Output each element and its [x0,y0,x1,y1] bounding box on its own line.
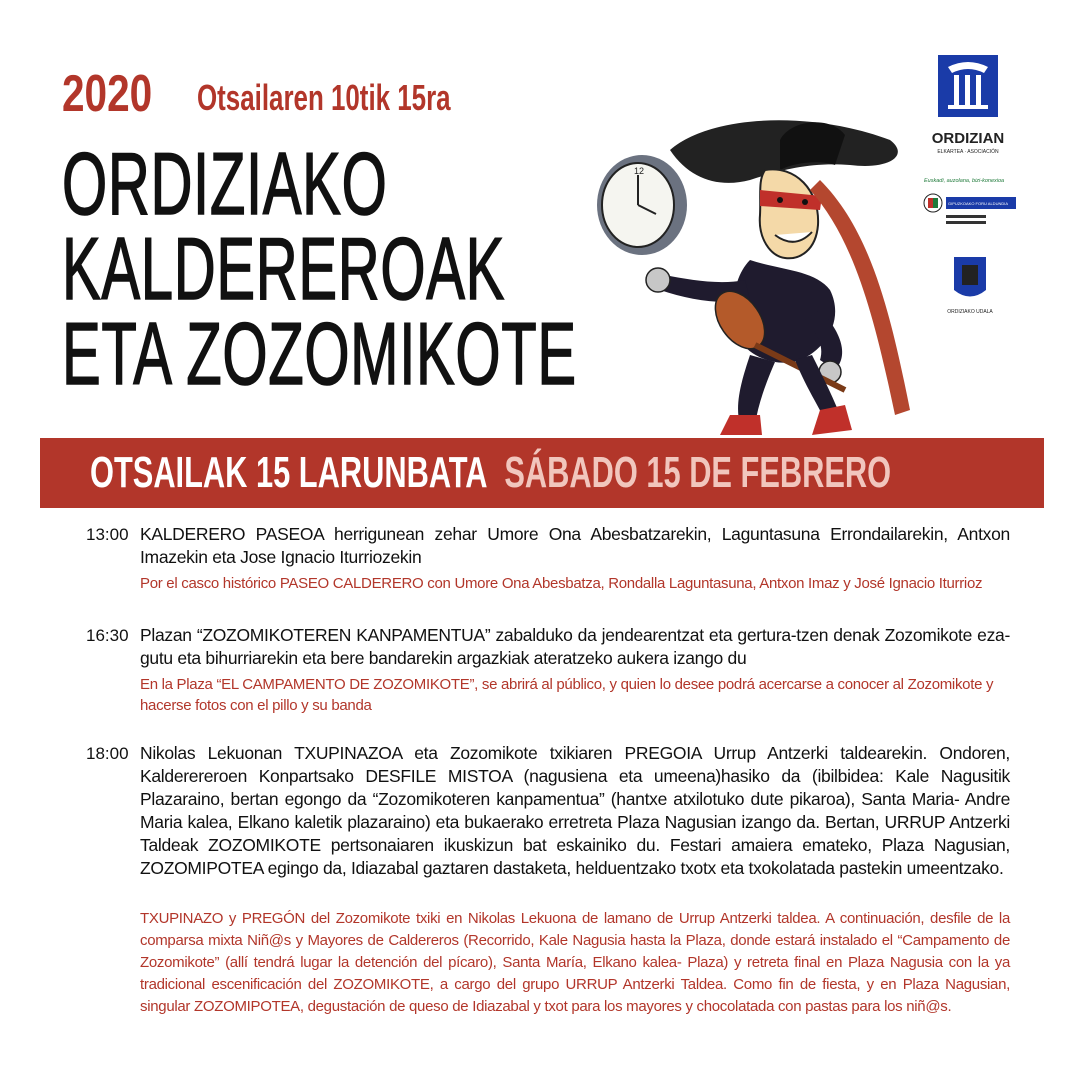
title-line-2: KALDEREROAK [62,219,506,318]
event-time: 16:30 [86,626,129,645]
header-year: 2020 [62,65,153,123]
day-band-es: SÁBADO 15 DE FEBRERO [504,448,892,497]
udala-label: ORDIZIAKO UDALA [947,309,993,315]
ordizian-label: ORDIZIAN [931,130,1005,147]
event-item [86,523,1010,594]
event-eu-text: Nikolas Lekuonan TXUPINAZOA eta Zozomikote txikiaren PREGOIA Urrup Antzerki taldearekin. Ondoren, Kalderereroen Konpartsako DESFILE MISTOA (nagusiena eta umeena)hasiko da (ibilbidea: Kale Nagusitik Plazaraino, bertan egongo da “Zozomikoteren kanpamentua” (hantxe atxilotuko dute pikaroa), Santa Maria- Andre Maria kalea, Elkano kaletik plazaraino) eta bukaerako erretreta Plaza Nagusian izango da. Bertan, URRUP Antzerki Taldeak ZOZOMIKOTE pertsonaiaren ikuskizun bat eskainiko du. Festari amaiera emateko, Plaza Nagusian, ZOZOMIPOTEA egingo da, Idiazabal gaztaren dastaketa, helduentzako txotx eta txokolatada pastekin umeentzako. [140,743,1010,878]
boot-icon [720,415,762,435]
day-band-eu: OTSAILAK 15 LARUNBATA [90,448,488,497]
event-item [86,742,1010,880]
event-eu-text: Plazan “ZOZOMIKOTEREN KANPAMENTUA” zabalduko da jendearentzat eta gertura-tzen denak Zozomikote eza-gutu eta bihurriarekin eta bere bandarekin argazkiak ateratzeko aukera izango du [140,625,1010,668]
event-es-text: TXUPINAZO y PREGÓN del Zozomikote txiki en Nikolas Lekuona de lamano de Urrup Antzerki taldea. A continuación, desfile de la comparsa mixta Niñ@s y Mayores de Caldereros (Recorrido, Kale Nagusia hasta la Plaza, donde estará instalado el “Campamento de Zozomikote” (allí tendrá lugar la detención del pícaro), Santa María, Elkano kalea- Plaza) y retreta final en Plaza Nagusia con la ya tradicional escenificación del ZOZOMIKOTE, a cargo del grupo URRUP Antzerki Taldea. Como fin de fiesta, y en Plaza Nagusian, singular ZOZOMIPOTEA, degustación de queso de Idiazabal y txot para los mayores y chocolatada con pastas para los niñ@s. [140,910,1010,1015]
title-line-1: ORDIZIAKO [62,134,388,233]
day-band [40,438,1044,508]
svg-text:12: 12 [634,166,645,176]
event-es-text: Por el casco histórico PASEO CALDERERO con Umore Ona Abesbatza, Rondalla Laguntasuna, Antxon Imaz y José Ignacio Iturrioz [140,575,983,592]
event-item [86,624,1010,716]
ordizian-sub-label: ELKARTEA · ASOCIACIÓN [937,149,999,155]
event-eu-text: KALDERERO PASEOA herrigunean zehar Umore Ona Abesbatzarekin, Laguntasuna Errondailarekin, Antxon Imazekin eta Jose Ignacio Iturriozekin [140,524,1010,567]
gipuzkoa-label: GIPUZKOAKO FORU ALDUNDIA [948,201,1009,206]
header-date-range: Otsailaren 10tik 15ra [197,77,451,118]
sponsor-logos [918,55,1028,325]
header-date [62,58,622,130]
euskadi-label: Euskadi, auzolana, bizi-konexioa [924,178,1005,184]
face-icon [760,169,818,258]
zozomikote-illustration [590,110,920,440]
event-es-text: En la Plaza “EL CAMPAMENTO DE ZOZOMIKOTE”, se abrirá al público, y quien lo desee podrá acercarse a conocer al Zozomikote y hacerse fotos con el pillo y su banda [140,676,994,714]
event-time: 13:00 [86,525,129,544]
event-time: 18:00 [86,744,129,763]
title-line-3: ETA ZOZOMIKOTE [62,304,577,403]
clock-icon [597,155,687,255]
